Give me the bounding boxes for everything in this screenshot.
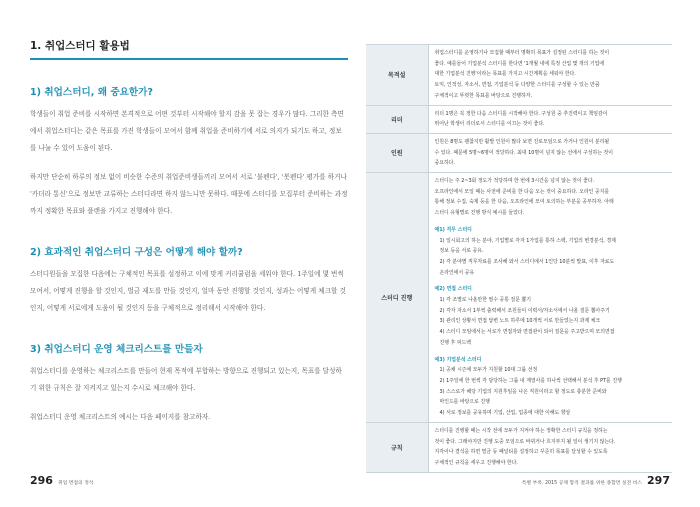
example-item: 2) 각 분야별 직무자료를 조사해 와서 스터디에서 1인당 10분씩 발표, 이후 자료도 <box>439 258 615 265</box>
page-number: 296 <box>30 474 53 487</box>
content-line: 오프라인에서 모일 때는 사전에 준비를 한 다음 오는 것이 중요하다. 오라인 공지를 <box>434 188 610 195</box>
content-line: 것이 좋다. 그래야지만 진행 도중 모임으로 바뀌거나 흐지부지 될 일이 생기지 않는다. <box>434 438 616 445</box>
paragraph: 하지만 단순히 하루의 정보 없이 비슷한 수준의 취업준비생들끼리 모여서 서로 '불펜다', '봇펜다' 평가를 하거나 '카더라 통신'으로 정보만 교류하는 스터디라면 하지 않느니만 못하다. 때문에 스터디를 모집부터 준비하는 과정까지 정확한 목표와 플랜을 가지고 진행해야 한다. <box>30 173 348 215</box>
content-line: 뛰어난 학생이 리더로서 스터디를 이끄는 것이 좋다. <box>434 121 545 128</box>
chapter-title: 1. 취업스터디 활용법 <box>30 38 348 60</box>
section-title: 2) 효과적인 취업스터디 구성은 어떻게 해야 할까? <box>30 247 243 258</box>
example-item: 온라인에서 공유 <box>439 269 475 276</box>
example-heading: 예3) 기업분석 스터디 <box>434 356 482 363</box>
paragraph: 취업스터디를 운영하는 체크리스트를 만들어 현재 목적에 부합하는 방향으로 진행되고 있는지, 목표를 달성하기 위한 규칙은 잘 지켜지고 있는지 수시로 체크해야 한다. <box>30 367 342 392</box>
section-why-study <box>30 84 348 220</box>
example-item: 정보 등을 서로 공유. <box>439 248 484 255</box>
section-checklist <box>30 341 348 426</box>
page-number: 297 <box>647 474 670 487</box>
content-line: 지각이나 결석을 하면 벌금 등 패널티를 설정하고 꾸준히 목표를 달성할 수 있도록 <box>434 449 608 456</box>
row-label: 목적설 <box>366 45 428 106</box>
paragraph: 학생들이 취업 준비를 시작하면 본격적으로 어떤 것부터 시작해야 할지 감을 못 잡는 경우가 많다. 그리한 측면에서 취업스터디는 같은 목표를 가진 학생들이 모여서 함께 취업을 준비하기에 서로 의지가 되기도 하고, 정보를 나눌 수 있어 도움이 된다. <box>30 110 344 152</box>
row-content <box>428 105 672 133</box>
example-item: 4) 서로 정보를 공유하며 기업, 산업, 업종에 대한 이해도 향상 <box>439 410 571 417</box>
content-line: 스터디를 진행할 때는 시작 전에 모두가 지켜야 하는 정확한 스터디 규칙을 정하는 <box>434 427 608 434</box>
row-content <box>428 45 672 106</box>
example-item: 3) 스스로가 해당 기업의 지원후임을 나온 직원이라고 할 정도로 충분한 준비와 <box>439 388 607 395</box>
row-content <box>428 133 672 172</box>
example-item: 2) 1주일에 한 번씩 각 담당하는 그룹 내 계열사를 하나씩 선택해서 분석 후 PT를 진행 <box>439 377 622 384</box>
content-line: 중요하다. <box>434 160 455 167</box>
content-line: 대한 기업분석 진행'이라는 목표를 가지고 시간계획을 세워야 한다. <box>434 71 576 78</box>
content-line: 인원은 8명도 괜찮지만 활발 인원이 많다 보면 진로모임으로 가거나 인원이 분리될 <box>434 138 610 145</box>
example-item: 1) 공채 시즌에 모두가 지원할 10대 그룹 선정 <box>439 367 538 374</box>
example-item: 1) 일시회고의 하는 분야, 기업별로 각자 1가업를 통하 스펙, 기업의 변경분석, 경제 <box>439 237 616 244</box>
table-row <box>366 45 672 106</box>
table-row <box>366 133 672 172</box>
example-item: 4) 스터디 모임에서는 서로가 면접자와 면접관이 되어 질문을 주고받으며 모의면접 <box>439 329 615 336</box>
content-line: 스터디는 주 2~3회 정도가 적당하며 한 번에 3시간을 넘지 않는 것이 좋다. <box>434 178 595 185</box>
example-item: 1) 각 조별로 나올만한 필수 공통 질문 뽑기 <box>439 297 531 304</box>
example-item: 진행 후 피드백 <box>439 339 471 346</box>
content-line: 취업스터디를 운영하기나 모집할 때부터 명확히 목표가 설정된 스터디를 하는 것이 <box>434 50 610 56</box>
appendix-title: 특별 부록. 2015 공채 합격 결과를 위한 종합면 실전 비스 <box>521 481 643 486</box>
checklist-table <box>366 44 672 473</box>
section-title: 3) 취업스터디 운영 체크리스트를 만들자 <box>30 344 203 355</box>
example-heading: 예2) 면접 스터디 <box>434 286 472 293</box>
row-label: 규칙 <box>366 422 428 472</box>
table-row <box>366 105 672 133</box>
row-content <box>428 173 672 423</box>
content-line: 리더 1명은 꼭 정한 다음 스터디를 시작해야 한다. 구성원 중 추진력이고 책임감이 <box>434 110 608 117</box>
row-label: 리더 <box>366 105 428 133</box>
table-row <box>366 173 672 423</box>
left-footer <box>30 474 93 487</box>
right-footer <box>522 474 670 487</box>
example-heading: 예1) 직무 스터디 <box>434 226 472 233</box>
content-line: 토익, 인적성, 자소서, 면접, 기업분석 등 다양한 스터디를 구성할 수 있는 만큼 <box>434 82 600 89</box>
table-row <box>366 422 672 472</box>
paragraph: 스터디원들을 모집한 다음에는 구체적인 목표를 설정하고 이에 맞게 커리큘럼을 세워야 한다. 1주일에 몇 번씩 모여서, 어떻게 진행을 할 것인지, 벌금 제도를 만들 것인지, 얼마 동안 진행할 것인지, 성과는 어떻게 체크할 것인지, 어떻게 서로에게 도움이 될 것인지 등을 구체적으로 정리해서 시작해야 한다. <box>30 270 346 312</box>
section-title: 1) 취업스터디, 왜 중요한가? <box>30 87 153 98</box>
content-line: 스터디 유형별로 진행 방식 예시를 들었다. <box>434 210 525 217</box>
content-line: 좋다. 예를들어 기업분석 스터디를 한다면 '1개월 내에 특정 산업 몇 개의 기업에 <box>434 60 605 67</box>
row-label: 스터디 진행 <box>366 173 428 423</box>
content-line: 통해 정보 수집, 숙제 등을 한 다음, 오프라인에 모여 토의하는 부분을 공부하자. 아래 <box>434 199 614 206</box>
right-page <box>366 44 672 473</box>
content-line: 구체적인 규칙을 세우고 진행해야 한다. <box>434 459 518 466</box>
example-item: 마인드를 바탕으로 진행 <box>439 399 490 406</box>
example-item: 3) 관리인 상황서 면접 답변 노트 하루에 10개씩 서로 만들었는지 과제 체크 <box>439 318 601 325</box>
content-line: 구체적이고 뚜렷한 목표를 바탕으로 진행하자. <box>434 92 533 99</box>
paragraph: 취업스터디 운영 체크리스트의 예시는 다음 페이지를 참고하자. <box>30 413 211 421</box>
row-content <box>428 422 672 472</box>
content-line: 수 있다. 때문에 5명~6명이 적당하다. 최대 10명이 넘지 않는 선에서 구성하는 것이 <box>434 149 613 156</box>
left-page <box>30 38 348 426</box>
section-study-composition <box>30 244 348 317</box>
row-label: 인원 <box>366 133 428 172</box>
book-title: 취업 면접의 정석 <box>57 481 94 486</box>
example-item: 2) 각자 자소서 1부씩 출력해서 조원들이 이력서/자소서에서 나올 질문 뽑아주기 <box>439 307 610 314</box>
